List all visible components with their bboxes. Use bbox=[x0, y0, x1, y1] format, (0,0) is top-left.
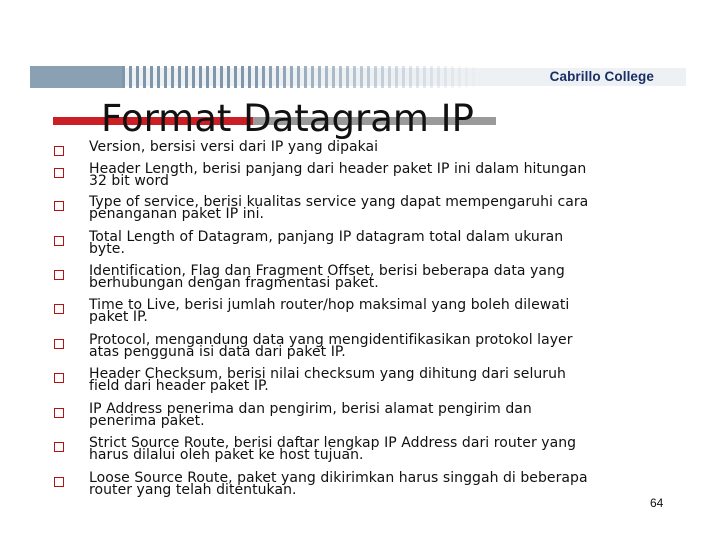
square-bullet-icon bbox=[54, 168, 64, 178]
square-bullet-icon bbox=[54, 373, 64, 383]
square-bullet-icon bbox=[54, 304, 64, 314]
page-number: 64 bbox=[650, 496, 664, 510]
square-bullet-icon bbox=[54, 442, 64, 452]
bullet-text: Time to Live, berisi jumlah router/hop maksimal yang boleh dilewati paket IP. bbox=[89, 297, 570, 325]
slide-title: Format Datagram IP bbox=[101, 97, 474, 140]
bullet-text: IP Address penerima dan pengirim, berisi alamat pengirim dan penerima paket. bbox=[89, 401, 532, 429]
bullet-text: Identification, Flag dan Fragment Offset, berisi beberapa data yang berhubungan dengan fragmentasi paket. bbox=[89, 263, 565, 291]
square-bullet-icon bbox=[54, 339, 64, 349]
square-bullet-icon bbox=[54, 408, 64, 418]
bullet-text: Version, bersisi versi dari IP yang dipakai bbox=[89, 139, 379, 155]
bullet-text: Type of service, berisi kualitas service yang dapat mempengaruhi cara penanganan paket IP ini. bbox=[89, 194, 589, 222]
bullet-text: Strict Source Route, berisi daftar lengkap IP Address dari router yang harus dilalui oleh paket ke host tujuan. bbox=[89, 435, 577, 463]
bullet-text: Protocol, mengandung data yang mengidentifikasikan protokol layer atas pengguna isi data dari paket IP. bbox=[89, 332, 573, 360]
bullet-text: Total Length of Datagram, panjang IP datagram total dalam ukuran byte. bbox=[89, 229, 564, 257]
square-bullet-icon bbox=[54, 270, 64, 280]
square-bullet-icon bbox=[54, 477, 64, 487]
bullet-text: Header Length, berisi panjang dari header paket IP ini dalam hitungan 32 bit word bbox=[89, 161, 587, 189]
cabrillo-college-logo: Cabrillo College bbox=[549, 69, 654, 84]
bullet-text: Loose Source Route, paket yang dikirimkan harus singgah di beberapa router yang telah ditentukan. bbox=[89, 470, 588, 498]
square-bullet-icon bbox=[54, 236, 64, 246]
square-bullet-icon bbox=[54, 146, 64, 156]
bullet-text: Header Checksum, berisi nilai checksum yang dihitung dari seluruh field dari header paket IP. bbox=[89, 366, 566, 394]
square-bullet-icon bbox=[54, 201, 64, 211]
